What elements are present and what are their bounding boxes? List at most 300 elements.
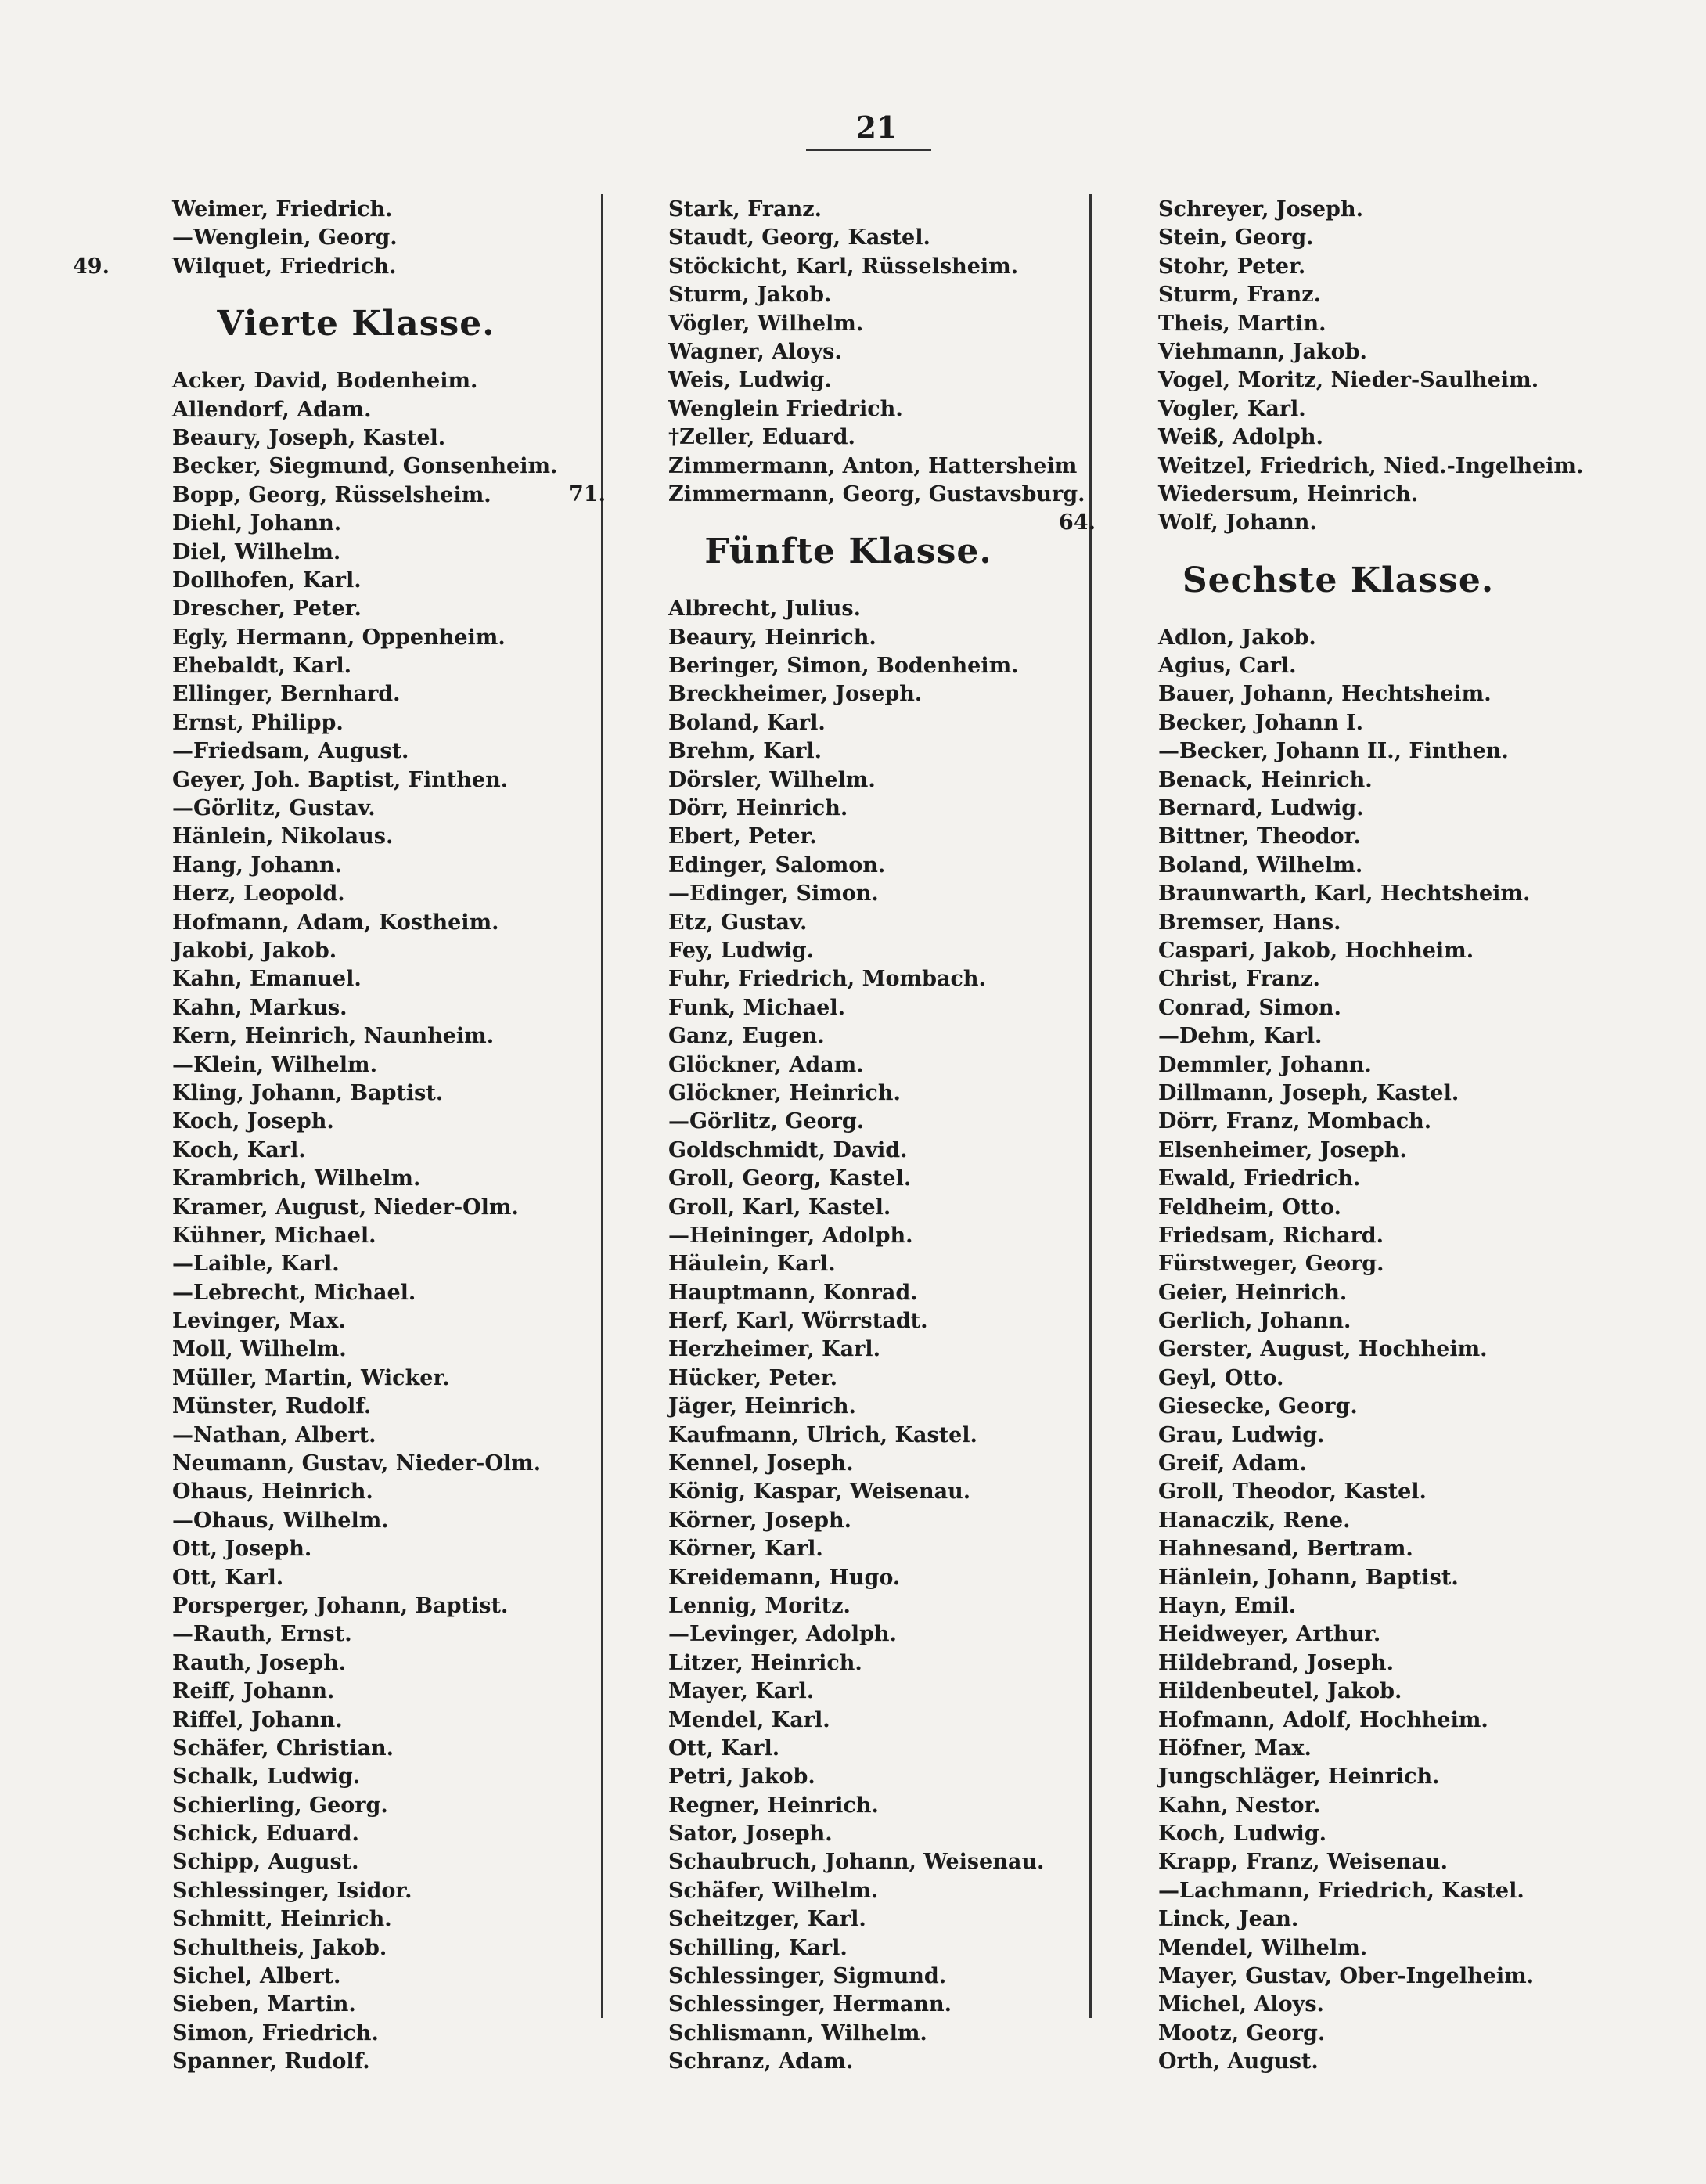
list-item	[117, 1307, 595, 1335]
student-name: Beaury, Heinrich.	[668, 625, 876, 650]
student-name: Viehmann, Jakob.	[1158, 339, 1367, 364]
student-name: Linck, Jean.	[1158, 1907, 1299, 1932]
student-name: Koch, Ludwig.	[1158, 1822, 1327, 1847]
student-name: Gerster, August, Hochheim.	[1158, 1337, 1488, 1362]
student-name: Sturm, Jakob.	[668, 283, 832, 308]
list-item	[614, 680, 1083, 708]
student-name: Hofmann, Adam, Kostheim.	[172, 910, 499, 935]
student-name: Weitzel, Friedrich, Nied.-Ingelheim.	[1158, 453, 1584, 478]
list-item	[614, 709, 1083, 737]
list-item	[117, 624, 595, 652]
student-name: Sator, Joseph.	[668, 1822, 833, 1847]
student-name: Allendorf, Adam.	[172, 397, 372, 422]
column-divider	[1089, 194, 1092, 2018]
list-item	[614, 1592, 1083, 1620]
student-name: Edinger, Salomon.	[668, 852, 886, 878]
count-number: 49.	[73, 254, 110, 279]
header-rule	[806, 149, 931, 151]
student-name: —Becker, Johann II., Finthen.	[1158, 739, 1509, 764]
list-item	[614, 909, 1083, 937]
list-item	[117, 852, 595, 880]
student-name: Hanaczik, Rene.	[1158, 1508, 1351, 1533]
list-item	[117, 396, 595, 424]
student-name: Gerlich, Johann.	[1158, 1309, 1351, 1334]
student-name: Schaubruch, Johann, Weisenau.	[668, 1850, 1045, 1875]
list-item	[1103, 1022, 1573, 1051]
student-name: Ott, Joseph.	[172, 1537, 312, 1562]
list-item	[1103, 1422, 1573, 1450]
list-item	[117, 510, 595, 538]
student-name: Acker, David, Bodenheim.	[172, 369, 478, 394]
student-name: Dollhofen, Karl.	[172, 568, 362, 593]
student-name: Sturm, Franz.	[1158, 283, 1321, 308]
list-item	[1103, 1962, 1573, 1991]
student-name: Stark, Franz.	[668, 197, 822, 222]
list-item	[614, 1905, 1083, 1934]
list-item	[1103, 823, 1573, 851]
list-item	[614, 1393, 1083, 1421]
student-name: Reiff, Johann.	[172, 1679, 335, 1704]
list-item	[614, 1735, 1083, 1763]
list-item	[117, 539, 595, 567]
list-item	[117, 1194, 595, 1222]
student-name: Fey, Ludwig.	[668, 938, 815, 963]
list-item	[1103, 1934, 1573, 1962]
student-name: Becker, Johann I.	[1158, 710, 1363, 735]
student-name: —Heininger, Adolph.	[668, 1223, 913, 1248]
list-item	[117, 1592, 595, 1620]
list-item	[117, 1279, 595, 1307]
list-item	[117, 2048, 595, 2076]
list-item	[614, 1620, 1083, 1649]
continued-list	[1059, 196, 1584, 538]
list-item	[614, 1079, 1083, 1108]
student-name: Schlessinger, Hermann.	[668, 1992, 952, 2017]
student-name: Vögler, Wilhelm.	[668, 311, 864, 336]
column-divider	[601, 194, 603, 2018]
student-name: Schipp, August.	[172, 1850, 359, 1875]
count-number: 64.	[1059, 510, 1096, 535]
student-name: Ellinger, Bernhard.	[172, 682, 401, 707]
student-name: Ganz, Eugen.	[668, 1024, 825, 1049]
student-name: Wagner, Aloys.	[668, 339, 842, 364]
list-item	[614, 1307, 1083, 1335]
student-name: Ebert, Peter.	[668, 824, 817, 849]
list-item	[614, 1051, 1083, 1079]
student-name: Körner, Joseph.	[668, 1508, 852, 1533]
student-name: Neumann, Gustav, Nieder-Olm.	[172, 1451, 542, 1476]
student-name: Zimmermann, Georg, Gustavsburg.	[668, 481, 1085, 506]
student-name: Moll, Wilhelm.	[172, 1337, 347, 1362]
student-name: Diehl, Johann.	[172, 511, 342, 536]
student-name: Porsperger, Johann, Baptist.	[172, 1593, 509, 1618]
student-name: Hofmann, Adolf, Hochheim.	[1158, 1707, 1488, 1732]
student-name: Herzheimer, Karl.	[668, 1337, 880, 1362]
student-name: Geyer, Joh. Baptist, Finthen.	[172, 767, 509, 792]
student-name: Kling, Johann, Baptist.	[172, 1080, 444, 1105]
student-name: Kahn, Nestor.	[1158, 1793, 1321, 1818]
student-name: Wenglein Friedrich.	[668, 396, 903, 421]
student-name: Schlessinger, Sigmund.	[668, 1964, 947, 1989]
student-name: Kühner, Michael.	[172, 1223, 376, 1248]
list-item	[1103, 994, 1573, 1022]
list-item	[117, 1250, 595, 1278]
list-item	[614, 1364, 1083, 1393]
student-name: Agius, Carl.	[1158, 654, 1297, 679]
student-name: Mendel, Wilhelm.	[1158, 1935, 1368, 1960]
list-item	[117, 1934, 595, 1962]
student-name: Brehm, Karl.	[668, 739, 822, 764]
student-name: Fürstweger, Georg.	[1158, 1252, 1384, 1277]
list-item	[117, 766, 595, 795]
list-item	[1103, 937, 1573, 965]
list-item	[1103, 452, 1584, 481]
student-name: Schilling, Karl.	[668, 1935, 848, 1960]
student-name: Wolf, Johann.	[1158, 510, 1317, 535]
student-name: Dörr, Heinrich.	[668, 796, 848, 821]
list-item	[614, 281, 1083, 309]
list-item	[614, 1335, 1083, 1364]
list-item	[117, 1079, 595, 1108]
list-item	[117, 1450, 595, 1478]
student-name: Stohr, Peter.	[1158, 254, 1306, 279]
student-name: Schäfer, Christian.	[172, 1735, 394, 1761]
student-name: Glöckner, Adam.	[668, 1052, 864, 1077]
student-name: Hänlein, Nikolaus.	[172, 824, 394, 849]
student-name: Schreyer, Joseph.	[1158, 197, 1363, 222]
student-name: Hildenbeutel, Jakob.	[1158, 1679, 1402, 1704]
student-name: Hücker, Peter.	[668, 1365, 838, 1390]
student-name: Häulein, Karl.	[668, 1252, 836, 1277]
student-name: Staudt, Georg, Kastel.	[668, 225, 930, 250]
count-number: 71.	[569, 481, 606, 506]
student-name: Beaury, Joseph, Kastel.	[172, 425, 446, 450]
student-name: Braunwarth, Karl, Hechtsheim.	[1158, 881, 1531, 906]
student-name: Kramer, August, Nieder-Olm.	[172, 1195, 519, 1220]
list-item	[117, 1364, 595, 1393]
list-item	[1103, 1137, 1573, 1165]
student-name: —Klein, Wilhelm.	[172, 1052, 377, 1077]
student-name: Bernard, Ludwig.	[1158, 796, 1364, 821]
list-item	[117, 1137, 595, 1165]
list-item	[614, 1279, 1083, 1307]
student-name: Weis, Ludwig.	[668, 368, 832, 393]
student-name: Simon, Friedrich.	[172, 2020, 379, 2045]
student-name: Dörr, Franz, Mombach.	[1158, 1109, 1432, 1134]
list-item	[117, 795, 595, 823]
list-item	[614, 595, 1083, 623]
list-item	[1103, 481, 1573, 509]
list-item	[614, 452, 1083, 481]
list-item	[614, 1678, 1083, 1706]
student-name: Schlessinger, Isidor.	[172, 1878, 412, 1903]
list-item	[1103, 1905, 1573, 1934]
list-item	[614, 310, 1083, 338]
student-name: Mootz, Georg.	[1158, 2020, 1326, 2045]
list-item	[1103, 1450, 1573, 1478]
student-name: Schäfer, Wilhelm.	[668, 1878, 879, 1903]
list-item	[117, 1820, 595, 1848]
list-item	[614, 2048, 1083, 2076]
list-item	[117, 2020, 595, 2048]
continued-list	[569, 196, 1085, 509]
list-item	[117, 1022, 595, 1051]
list-item	[1103, 766, 1573, 795]
student-name: Groll, Theodor, Kastel.	[1158, 1479, 1427, 1505]
list-item	[1103, 1507, 1573, 1535]
student-name: Weimer, Friedrich.	[172, 197, 393, 222]
student-name: Heidweyer, Arthur.	[1158, 1622, 1381, 1647]
column-2	[569, 196, 1085, 2077]
student-name: Breckheimer, Joseph.	[668, 682, 923, 707]
student-name: Kahn, Emanuel.	[172, 967, 362, 992]
student-name: Hänlein, Johann, Baptist.	[1158, 1565, 1459, 1590]
student-name: Jungschläger, Heinrich.	[1158, 1764, 1440, 1789]
name-list	[614, 595, 1083, 2076]
student-name: Diel, Wilhelm.	[172, 539, 341, 564]
student-name: Ehebaldt, Karl.	[172, 654, 352, 679]
list-item	[614, 366, 1083, 395]
student-name: Schalk, Ludwig.	[172, 1764, 361, 1789]
student-name: Ernst, Philipp.	[172, 710, 344, 735]
student-name: Ott, Karl.	[172, 1565, 284, 1590]
list-item	[614, 1820, 1083, 1848]
list-item	[1103, 1706, 1573, 1735]
list-item	[117, 1422, 595, 1450]
student-name: Theis, Martin.	[1158, 311, 1326, 336]
list-item	[614, 1250, 1083, 1278]
list-item	[614, 1706, 1083, 1735]
list-item	[614, 1422, 1083, 1450]
list-item	[117, 1108, 595, 1136]
name-list	[117, 367, 595, 2076]
student-name: Lennig, Moritz.	[668, 1593, 851, 1618]
student-name: Demmler, Johann.	[1158, 1052, 1372, 1077]
student-name: —Görlitz, Georg.	[668, 1109, 865, 1134]
list-item	[1103, 1564, 1573, 1592]
student-name: Petri, Jakob.	[668, 1764, 815, 1789]
list-item	[117, 1564, 595, 1592]
list-item	[1103, 709, 1573, 737]
student-name: Vogler, Karl.	[1158, 396, 1306, 421]
list-item	[614, 253, 1083, 281]
student-name: Wiedersum, Heinrich.	[1158, 481, 1419, 506]
list-item	[73, 253, 595, 281]
student-name: Sieben, Martin.	[172, 1992, 356, 2017]
list-item	[1103, 1792, 1573, 1820]
list-item	[614, 338, 1083, 366]
student-name: Hahnesand, Bertram.	[1158, 1537, 1413, 1562]
list-item	[614, 1934, 1083, 1962]
student-name: Bauer, Johann, Hechtsheim.	[1158, 682, 1492, 707]
list-item	[117, 1991, 595, 2019]
list-item	[117, 1792, 595, 1820]
student-name: Litzer, Heinrich.	[668, 1650, 862, 1675]
class-heading: Vierte Klasse.	[217, 304, 495, 344]
list-item	[117, 737, 595, 766]
student-name: Jakobi, Jakob.	[172, 938, 337, 963]
list-item	[614, 1877, 1083, 1905]
student-name: Krambrich, Wilhelm.	[172, 1166, 421, 1191]
list-item	[117, 1649, 595, 1678]
list-item	[117, 880, 595, 908]
student-name: Münster, Rudolf.	[172, 1394, 372, 1419]
student-name: Kreidemann, Hugo.	[668, 1565, 901, 1590]
student-name: Regner, Heinrich.	[668, 1793, 879, 1818]
list-item	[1103, 652, 1573, 680]
student-name: Michel, Aloys.	[1158, 1992, 1324, 2017]
student-name: Mayer, Gustav, Ober-Ingelheim.	[1158, 1964, 1535, 1989]
student-name: Schierling, Georg.	[172, 1793, 388, 1818]
list-item	[614, 937, 1083, 965]
student-name: Schultheis, Jakob.	[172, 1935, 387, 1960]
student-name: —Nathan, Albert.	[172, 1422, 376, 1447]
list-item	[1103, 1194, 1573, 1222]
list-item	[614, 224, 1083, 252]
student-name: Groll, Karl, Kastel.	[668, 1195, 891, 1220]
list-item	[1103, 624, 1573, 652]
student-name: Hang, Johann.	[172, 852, 342, 878]
student-name: —Görlitz, Gustav.	[172, 796, 376, 821]
student-name: Boland, Karl.	[668, 710, 826, 735]
list-item	[117, 424, 595, 452]
list-item	[1103, 1820, 1573, 1848]
student-name: Grau, Ludwig.	[1158, 1422, 1325, 1447]
list-item	[1103, 224, 1573, 252]
student-name: Kaufmann, Ulrich, Kastel.	[668, 1422, 977, 1447]
list-item	[117, 595, 595, 623]
student-name: König, Kaspar, Weisenau.	[668, 1479, 971, 1505]
list-item	[1103, 680, 1573, 708]
student-name: Schranz, Adam.	[668, 2049, 854, 2074]
list-item	[117, 965, 595, 993]
list-item	[1103, 909, 1573, 937]
list-item	[1103, 253, 1573, 281]
student-name: Krapp, Franz, Weisenau.	[1158, 1850, 1449, 1875]
list-item	[614, 1507, 1083, 1535]
student-name: Herz, Leopold.	[172, 881, 345, 906]
student-name: Wilquet, Friedrich.	[172, 254, 397, 279]
student-name: Schmitt, Heinrich.	[172, 1907, 392, 1932]
list-item	[614, 1962, 1083, 1991]
student-name: Zimmermann, Anton, Hattersheim	[668, 453, 1078, 478]
list-item	[117, 1335, 595, 1364]
list-item	[117, 909, 595, 937]
list-item	[117, 367, 595, 395]
student-name: Greif, Adam.	[1158, 1451, 1307, 1476]
student-name: —Levinger, Adolph.	[668, 1622, 897, 1647]
list-item	[1103, 338, 1573, 366]
list-item	[614, 1022, 1083, 1051]
student-name: —Rauth, Ernst.	[172, 1622, 352, 1647]
student-name: Vogel, Moritz, Nieder-Saulheim.	[1158, 368, 1539, 393]
student-name: Levinger, Max.	[172, 1309, 346, 1334]
list-item	[1103, 1991, 1573, 2019]
student-name: Kahn, Markus.	[172, 995, 347, 1020]
student-name: Bopp, Georg, Rüsselsheim.	[172, 482, 491, 507]
student-name: Ewald, Friedrich.	[1158, 1166, 1361, 1191]
list-item	[117, 1620, 595, 1649]
list-item	[614, 1991, 1083, 2019]
list-item	[117, 1165, 595, 1193]
list-item	[1103, 1307, 1573, 1335]
list-item	[614, 1478, 1083, 1506]
page-number: 21	[855, 110, 898, 145]
list-item	[614, 196, 1083, 224]
student-name: Albrecht, Julius.	[668, 596, 861, 622]
list-item	[1103, 310, 1573, 338]
continued-list	[73, 196, 595, 281]
student-name: Drescher, Peter.	[172, 596, 362, 622]
list-item	[614, 1108, 1083, 1136]
list-item	[1103, 852, 1573, 880]
list-item	[117, 1706, 595, 1735]
list-item	[117, 680, 595, 708]
list-item	[614, 652, 1083, 680]
class-heading: Fünfte Klasse.	[704, 532, 992, 572]
list-item	[117, 1877, 595, 1905]
column-3	[1059, 196, 1584, 2077]
list-item	[614, 1564, 1083, 1592]
list-item	[1103, 965, 1573, 993]
student-name: Koch, Karl.	[172, 1137, 306, 1162]
list-item	[614, 2020, 1083, 2048]
student-name: Schlismann, Wilhelm.	[668, 2020, 927, 2045]
student-name: Funk, Michael.	[668, 995, 846, 1020]
list-item	[1103, 1620, 1573, 1649]
list-item	[614, 1137, 1083, 1165]
student-name: Caspari, Jakob, Hochheim.	[1158, 938, 1474, 963]
list-item	[1103, 2020, 1573, 2048]
student-name: Boland, Wilhelm.	[1158, 852, 1363, 878]
list-item	[614, 1165, 1083, 1193]
student-name: Ott, Karl.	[668, 1735, 780, 1761]
list-item	[614, 423, 1083, 452]
list-item	[614, 795, 1083, 823]
list-item	[1103, 1165, 1573, 1193]
list-item	[1103, 1108, 1573, 1136]
list-item	[614, 1649, 1083, 1678]
list-item	[614, 880, 1083, 908]
list-item	[614, 1222, 1083, 1250]
student-name: Hayn, Emil.	[1158, 1593, 1297, 1618]
list-item	[614, 1450, 1083, 1478]
list-item	[1103, 1051, 1573, 1079]
student-name: Stein, Georg.	[1158, 225, 1314, 250]
list-item	[1103, 795, 1573, 823]
student-name: Christ, Franz.	[1158, 967, 1320, 992]
student-name: Dörsler, Wilhelm.	[668, 767, 876, 792]
list-item	[117, 1962, 595, 1991]
student-name: —Friedsam, August.	[172, 739, 409, 764]
list-item	[1103, 2048, 1573, 2076]
student-name: Adlon, Jakob.	[1158, 625, 1316, 650]
list-item	[1103, 1222, 1573, 1250]
student-name: Kern, Heinrich, Naunheim.	[172, 1024, 495, 1049]
student-name: —Ohaus, Wilhelm.	[172, 1508, 389, 1533]
student-name: Dillmann, Joseph, Kastel.	[1158, 1080, 1459, 1105]
name-list	[1103, 624, 1573, 2077]
list-item	[117, 1507, 595, 1535]
student-name: Weiß, Adolph.	[1158, 425, 1323, 450]
list-item	[117, 567, 595, 595]
list-item	[614, 965, 1083, 993]
list-item	[1103, 1250, 1573, 1278]
list-item	[117, 937, 595, 965]
student-name: —Laible, Karl.	[172, 1252, 340, 1277]
list-item	[117, 1678, 595, 1706]
student-name: Conrad, Simon.	[1158, 995, 1341, 1020]
